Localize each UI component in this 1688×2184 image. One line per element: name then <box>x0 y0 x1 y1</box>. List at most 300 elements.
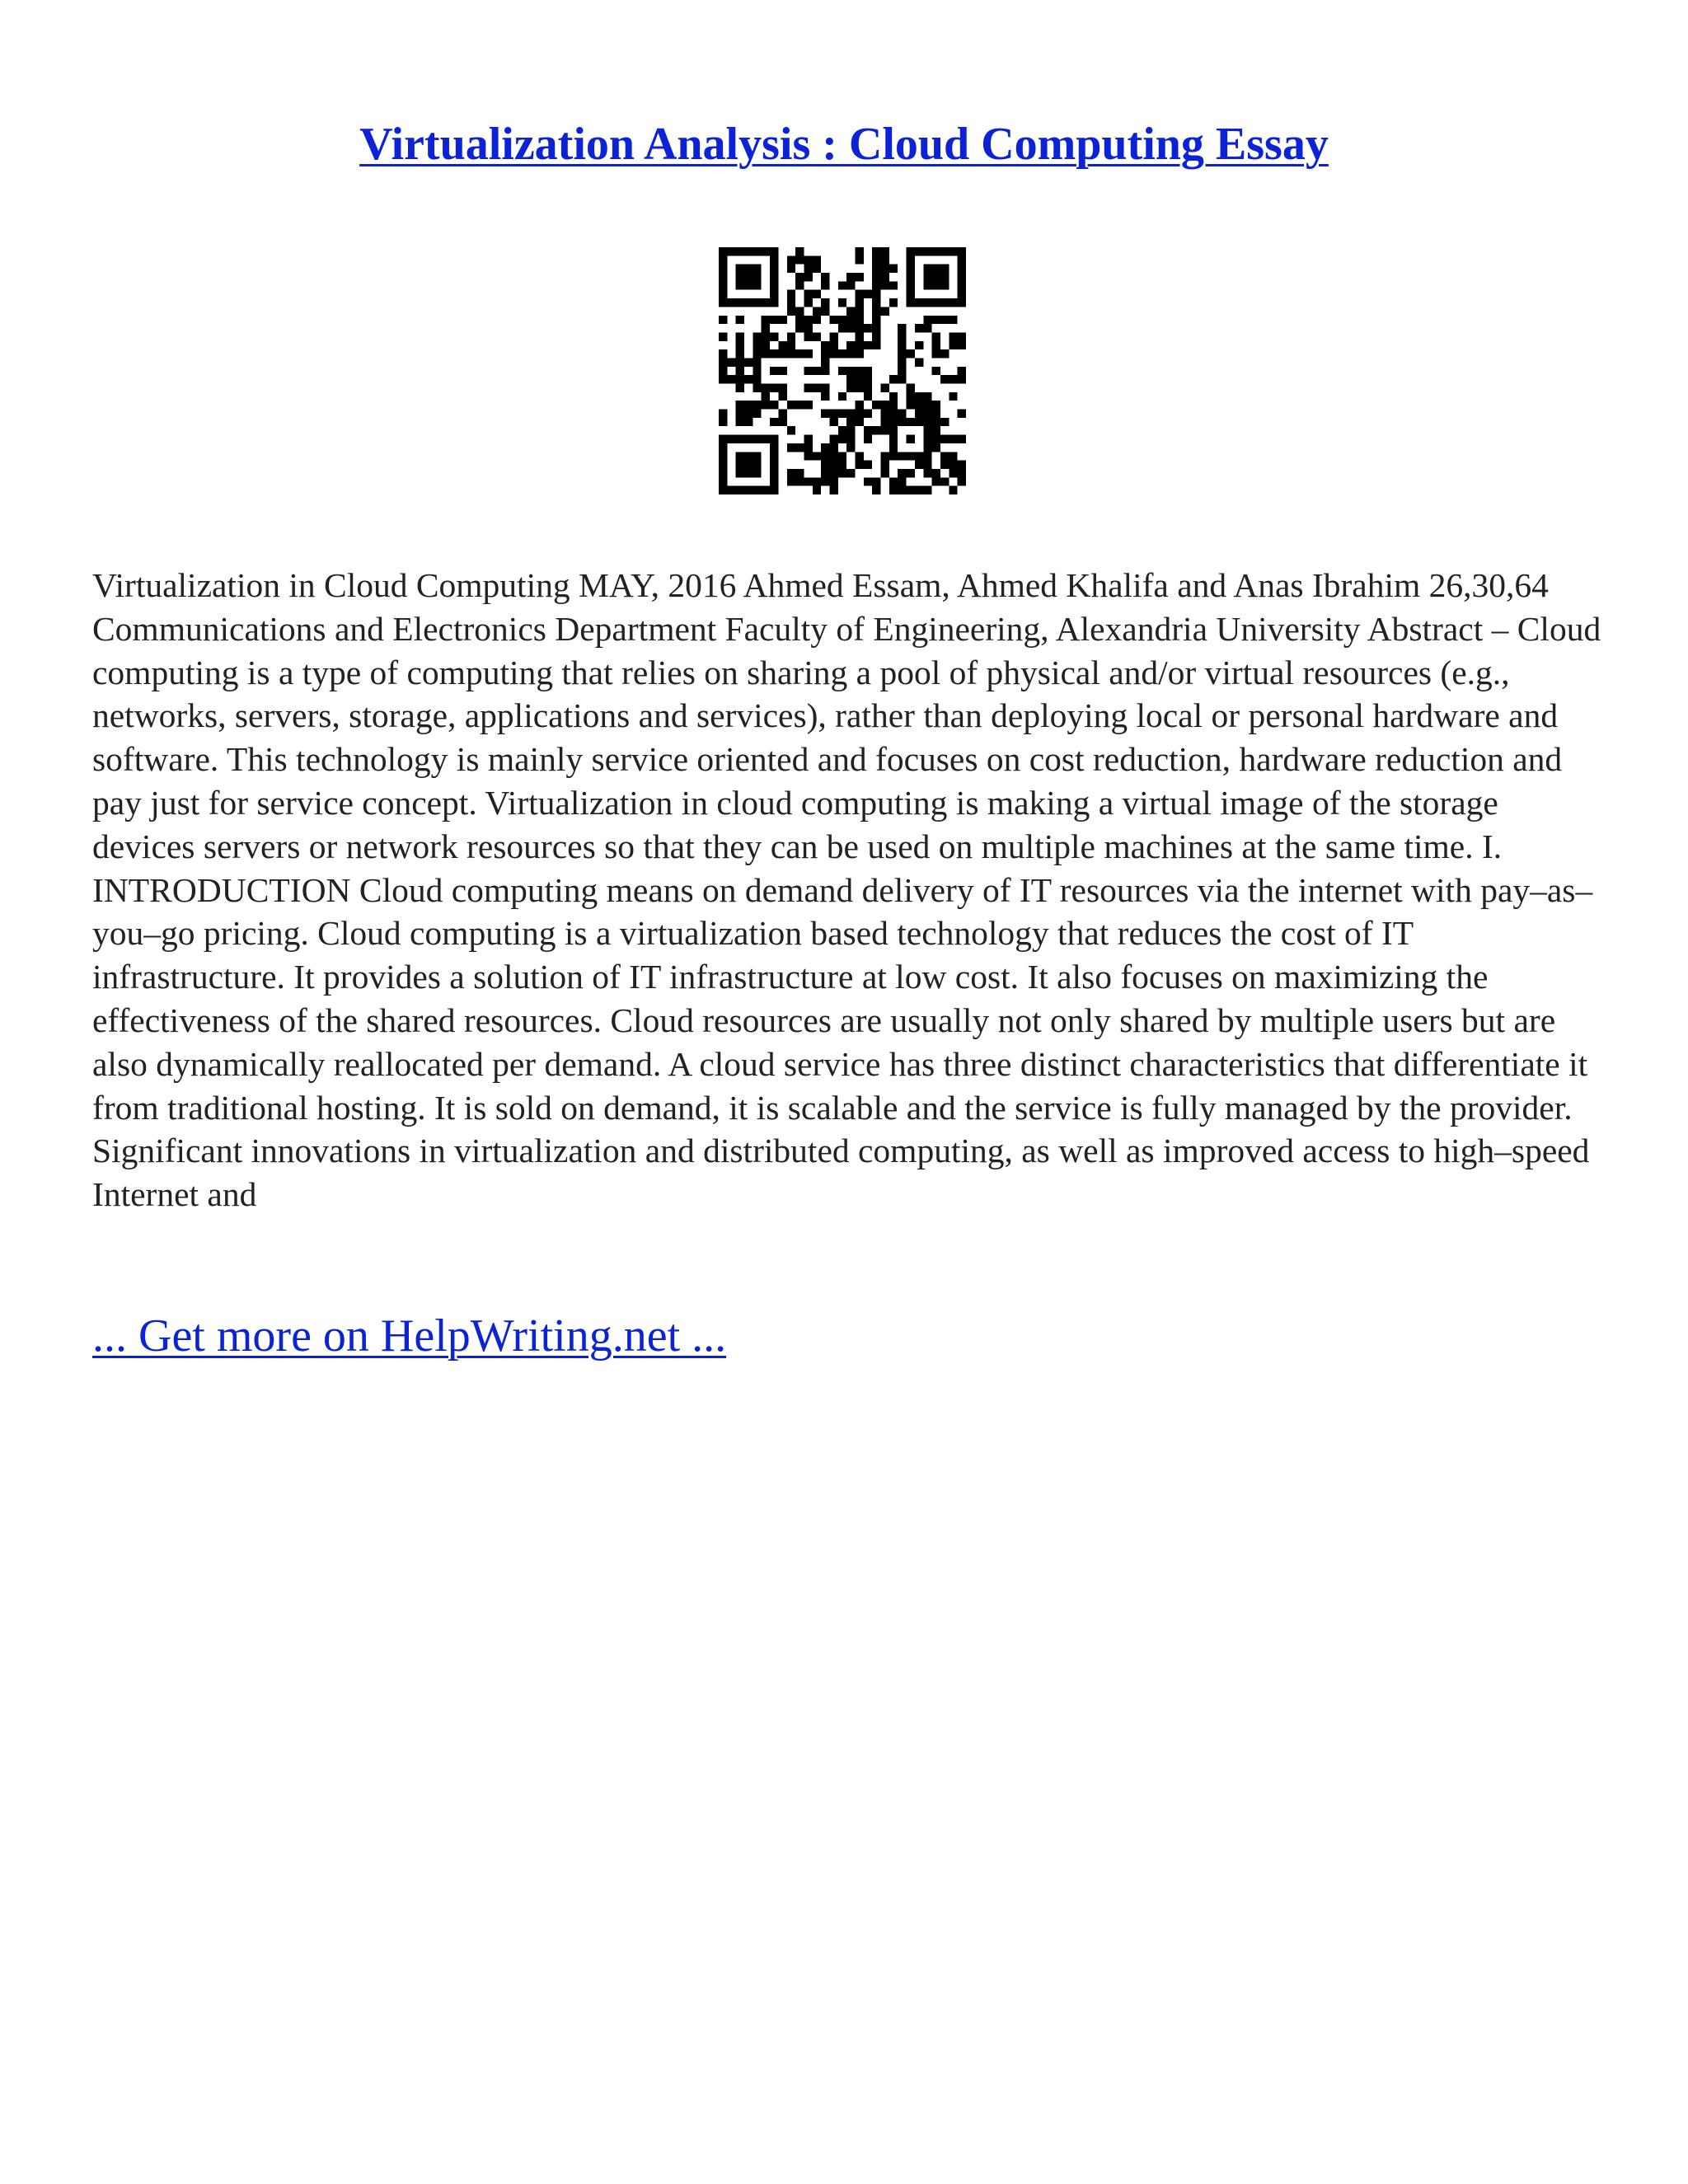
qr-module <box>856 307 864 315</box>
qr-module <box>804 401 812 409</box>
qr-module <box>898 324 906 332</box>
qr-module <box>821 443 829 452</box>
qr-module <box>949 332 957 340</box>
qr-module <box>787 469 795 477</box>
qr-module <box>949 486 957 494</box>
qr-module <box>762 316 770 324</box>
qr-module <box>813 290 821 298</box>
qr-module <box>719 410 727 418</box>
qr-module <box>846 384 855 392</box>
qr-module <box>804 384 812 392</box>
qr-module <box>838 392 846 401</box>
qr-module <box>736 418 744 426</box>
qr-module <box>949 392 957 401</box>
qr-module <box>898 469 906 477</box>
qr-module <box>881 281 889 289</box>
qr-module <box>719 375 727 383</box>
qr-module <box>736 332 744 340</box>
qr-module <box>898 486 906 494</box>
qr-module <box>829 452 837 460</box>
qr-module <box>923 392 931 401</box>
qr-module <box>881 469 889 477</box>
qr-module <box>804 273 812 281</box>
qr-module <box>864 477 872 485</box>
get-more-link[interactable]: ... Get more on HelpWriting.net ... <box>92 1310 727 1361</box>
qr-module <box>736 349 744 358</box>
qr-module <box>846 324 855 332</box>
qr-module <box>932 418 940 426</box>
qr-module <box>821 349 829 358</box>
qr-module <box>829 341 837 349</box>
qr-module <box>856 290 864 298</box>
qr-module <box>907 469 915 477</box>
qr-module <box>940 452 949 460</box>
qr-module <box>915 401 923 409</box>
qr-module <box>821 469 829 477</box>
qr-module <box>872 273 880 281</box>
qr-module <box>813 332 821 340</box>
qr-module <box>846 273 855 281</box>
qr-module <box>829 316 837 324</box>
qr-module <box>856 410 864 418</box>
qr-module <box>940 477 949 485</box>
qr-module <box>787 426 795 434</box>
qr-module <box>872 281 880 289</box>
qr-module <box>881 384 889 392</box>
qr-module <box>838 435 846 443</box>
qr-module <box>821 358 829 366</box>
qr-module <box>813 477 821 485</box>
qr-module <box>856 384 864 392</box>
qr-code-graphic <box>719 247 966 494</box>
qr-module <box>881 461 889 469</box>
qr-module <box>846 375 855 383</box>
qr-module <box>898 358 906 366</box>
qr-module <box>719 332 727 340</box>
qr-module <box>762 384 770 392</box>
qr-module <box>881 265 889 273</box>
qr-module <box>744 358 753 366</box>
qr-module <box>915 486 923 494</box>
qr-module <box>864 461 872 469</box>
qr-module <box>753 367 761 375</box>
qr-module <box>898 332 906 340</box>
qr-module <box>864 375 872 383</box>
qr-module <box>846 469 855 477</box>
qr-module <box>898 477 906 485</box>
qr-module <box>907 349 915 358</box>
qr-module <box>727 358 735 366</box>
qr-module <box>856 341 864 349</box>
qr-module <box>813 367 821 375</box>
qr-module <box>838 469 846 477</box>
qr-module <box>958 461 966 469</box>
qr-module <box>881 418 889 426</box>
qr-module <box>829 435 837 443</box>
qr-module <box>932 349 940 358</box>
qr-module <box>838 461 846 469</box>
qr-module <box>829 461 837 469</box>
qr-module <box>872 426 880 434</box>
qr-module <box>744 410 753 418</box>
qr-module <box>778 367 786 375</box>
qr-module <box>762 341 770 349</box>
qr-module <box>787 332 795 340</box>
qr-module <box>829 332 837 340</box>
qr-module <box>753 375 761 383</box>
qr-module <box>889 375 898 383</box>
qr-module <box>795 307 804 315</box>
qr-module <box>915 358 923 366</box>
qr-module <box>864 324 872 332</box>
qr-module <box>958 375 966 383</box>
qr-module <box>795 316 804 324</box>
qr-module <box>753 401 761 409</box>
qr-module <box>804 316 812 324</box>
qr-module <box>795 349 804 358</box>
qr-module <box>932 401 940 409</box>
more-link-container <box>92 1307 726 1365</box>
qr-module <box>881 255 889 264</box>
qr-module <box>846 307 855 315</box>
qr-module <box>736 401 744 409</box>
qr-module <box>846 418 855 426</box>
page-title <box>0 115 1688 173</box>
qr-module <box>864 341 872 349</box>
qr-module <box>821 341 829 349</box>
qr-module <box>829 349 837 358</box>
qr-module <box>753 358 761 366</box>
qr-module <box>778 418 786 426</box>
qr-module <box>932 341 940 349</box>
qr-module <box>907 392 915 401</box>
qr-module <box>838 316 846 324</box>
qr-module <box>719 418 727 426</box>
qr-module <box>821 281 829 289</box>
qr-module <box>787 477 795 485</box>
qr-module <box>778 349 786 358</box>
qr-module <box>804 452 812 460</box>
qr-module <box>762 401 770 409</box>
qr-module <box>736 316 744 324</box>
qr-module <box>889 392 898 401</box>
qr-module <box>872 316 880 324</box>
qr-module <box>829 410 837 418</box>
qr-module <box>898 341 906 349</box>
qr-module <box>932 410 940 418</box>
qr-module <box>940 349 949 358</box>
qr-module <box>923 316 931 324</box>
qr-module <box>932 316 940 324</box>
qr-module <box>872 324 880 332</box>
qr-module <box>821 477 829 485</box>
qr-module <box>872 477 880 485</box>
qr-module <box>719 349 727 358</box>
qr-module <box>881 401 889 409</box>
qr-module <box>813 316 821 324</box>
qr-module <box>838 349 846 358</box>
qr-module <box>846 410 855 418</box>
qr-module <box>881 273 889 281</box>
qr-module <box>787 443 795 452</box>
qr-module <box>889 477 898 485</box>
qr-module <box>856 401 864 409</box>
essay-excerpt: Virtualization in Cloud Computing MAY, 2016 Ahmed Essam, Ahmed Khalifa and Anas Ibrahim 26,30,64 Communications and Electronics Department Faculty of Engineering, Alexandria University Abstract – Cloud computing is a type of computing that relies on sharing a pool of physical and/or virtual resources (e.g., networks, servers, storage, applications and services), rather than deploying local or personal hardware and software. This technology is mainly service oriented and focuses on cost reduction, hardware reduction and pay just for service concept. Virtualization in cloud computing is making a virtual image of the storage devices servers or network resources so that they can be used on multiple machines at the same time. I. INTRODUCTION Cloud computing means on demand delivery of IT resources via the internet with pay–as–you–go pricing. Cloud computing is a virtualization based technology that reduces the cost of IT infrastructure. It provides a solution of IT infrastructure at low cost. It also focuses on maximizing the effectiveness of the shared resources. Cloud resources are usually not only shared by multiple users but are also dynamically reallocated per demand. A cloud service has three distinct characteristics that differentiate it from traditional hosting. It is sold on demand, it is scalable and the service is fully managed by the provider. Significant innovations in virtualization and distributed computing, as well as improved access to high–speed Internet and <box>92 566 1601 1214</box>
qr-module <box>813 307 821 315</box>
qr-module <box>958 341 966 349</box>
qr-module <box>804 255 812 264</box>
qr-module <box>889 410 898 418</box>
qr-module <box>915 410 923 418</box>
qr-module <box>898 410 906 418</box>
qr-module <box>813 452 821 460</box>
qr-module <box>881 426 889 434</box>
qr-module <box>864 392 872 401</box>
qr-module <box>932 426 940 434</box>
qr-module <box>958 410 966 418</box>
qr-module <box>949 469 957 477</box>
qr-module <box>907 401 915 409</box>
qr-module <box>949 461 957 469</box>
qr-module <box>804 435 812 443</box>
qr-module <box>872 265 880 273</box>
qr-module <box>889 486 898 494</box>
qr-module <box>829 469 837 477</box>
qr-module <box>838 367 846 375</box>
qr-module <box>864 410 872 418</box>
qr-module <box>804 477 812 485</box>
qr-module <box>804 367 812 375</box>
qr-module <box>915 392 923 401</box>
qr-module <box>856 452 864 460</box>
qr-module <box>846 426 855 434</box>
qr-module <box>949 316 957 324</box>
qr-module <box>923 324 931 332</box>
qr-module <box>915 324 923 332</box>
qr-module <box>778 384 786 392</box>
qr-module <box>795 255 804 264</box>
qr-module <box>736 367 744 375</box>
qr-module <box>787 401 795 409</box>
qr-module <box>958 469 966 477</box>
qr-module <box>744 401 753 409</box>
qr-module <box>856 247 864 255</box>
qr-module <box>795 324 804 332</box>
qr-module <box>778 316 786 324</box>
qr-module <box>856 332 864 340</box>
qr-module <box>719 316 727 324</box>
qr-module <box>821 410 829 418</box>
qr-module <box>753 349 761 358</box>
qr-module <box>949 375 957 383</box>
qr-module <box>889 281 898 289</box>
qr-module <box>940 375 949 383</box>
qr-module <box>838 324 846 332</box>
qr-module <box>923 461 931 469</box>
qr-module <box>923 469 931 477</box>
qr-module <box>762 324 770 332</box>
qr-module <box>736 384 744 392</box>
qr-module <box>846 341 855 349</box>
qr-module <box>753 341 761 349</box>
qr-module <box>838 452 846 460</box>
qr-module <box>753 332 761 340</box>
qr-module <box>889 265 898 273</box>
qr-module <box>838 281 846 289</box>
qr-module <box>949 435 957 443</box>
qr-code-icon <box>719 247 966 494</box>
qr-module <box>889 401 898 409</box>
qr-module <box>949 341 957 349</box>
qr-module <box>736 410 744 418</box>
qr-module <box>923 486 931 494</box>
qr-module <box>856 273 864 281</box>
qr-module <box>736 375 744 383</box>
qr-module <box>787 307 795 315</box>
qr-module <box>838 426 846 434</box>
qr-module <box>932 443 940 452</box>
qr-module <box>872 247 880 255</box>
qr-module <box>813 486 821 494</box>
qr-module <box>949 452 957 460</box>
qr-module <box>804 443 812 452</box>
qr-module <box>932 469 940 477</box>
qr-module <box>795 273 804 281</box>
qr-module <box>881 247 889 255</box>
qr-module <box>958 367 966 375</box>
qr-module <box>881 307 889 315</box>
qr-module <box>846 316 855 324</box>
qr-module <box>829 486 837 494</box>
qr-module <box>881 410 889 418</box>
qr-module <box>898 375 906 383</box>
qr-module <box>856 375 864 383</box>
qr-module <box>958 435 966 443</box>
qr-module <box>787 290 795 298</box>
qr-module <box>940 418 949 426</box>
qr-module <box>923 410 931 418</box>
qr-module <box>821 307 829 315</box>
qr-module <box>864 435 872 443</box>
qr-module <box>872 332 880 340</box>
qr-module <box>795 469 804 477</box>
qr-module <box>753 410 761 418</box>
qr-module <box>821 461 829 469</box>
qr-module <box>813 255 821 264</box>
qr-module <box>795 247 804 255</box>
qr-module <box>907 384 915 392</box>
qr-module <box>958 332 966 340</box>
qr-module <box>804 349 812 358</box>
qr-module <box>821 452 829 460</box>
qr-module <box>762 349 770 358</box>
qr-module <box>762 392 770 401</box>
qr-module <box>736 341 744 349</box>
qr-module <box>932 435 940 443</box>
qr-module <box>872 401 880 409</box>
qr-module <box>864 384 872 392</box>
qr-module <box>856 418 864 426</box>
qr-module <box>958 477 966 485</box>
qr-module <box>719 367 727 375</box>
qr-module <box>915 341 923 349</box>
qr-module <box>762 332 770 340</box>
qr-module <box>846 281 855 289</box>
qr-module <box>787 255 795 264</box>
qr-module <box>795 281 804 289</box>
qr-module <box>872 486 880 494</box>
qr-module <box>932 477 940 485</box>
qr-module <box>829 477 837 485</box>
qr-module <box>898 367 906 375</box>
qr-module <box>838 410 846 418</box>
qr-module <box>787 265 795 273</box>
qr-module <box>846 367 855 375</box>
qr-module <box>821 273 829 281</box>
qr-module <box>872 290 880 298</box>
qr-module <box>856 324 864 332</box>
qr-module <box>829 443 837 452</box>
qr-module <box>778 392 786 401</box>
qr-module <box>923 401 931 409</box>
qr-module <box>872 341 880 349</box>
qr-module <box>881 452 889 460</box>
qr-module <box>872 255 880 264</box>
qr-module <box>778 341 786 349</box>
qr-module <box>795 477 804 485</box>
qr-module <box>821 392 829 401</box>
qr-module <box>744 418 753 426</box>
qr-module <box>864 367 872 375</box>
qr-module <box>829 418 837 426</box>
qr-module <box>804 265 812 273</box>
qr-module <box>856 316 864 324</box>
qr-module <box>821 367 829 375</box>
qr-module <box>727 375 735 383</box>
qr-module <box>744 375 753 383</box>
qr-module <box>778 410 786 418</box>
qr-module <box>719 358 727 366</box>
qr-module <box>753 384 761 392</box>
qr-module <box>787 349 795 358</box>
qr-module <box>813 265 821 273</box>
qr-module <box>813 384 821 392</box>
qr-module <box>856 367 864 375</box>
qr-module <box>932 367 940 375</box>
qr-module <box>898 349 906 358</box>
qr-module <box>804 332 812 340</box>
qr-module <box>804 290 812 298</box>
qr-module <box>864 290 872 298</box>
qr-module <box>856 255 864 264</box>
qr-module <box>846 349 855 358</box>
qr-module <box>940 461 949 469</box>
qr-module <box>846 443 855 452</box>
qr-module <box>846 435 855 443</box>
qr-module <box>872 307 880 315</box>
qr-module <box>821 384 829 392</box>
qr-module <box>932 332 940 340</box>
qr-module <box>804 324 812 332</box>
qr-module <box>907 486 915 494</box>
title-link[interactable]: Virtualization Analysis : Cloud Computing Essay <box>359 119 1329 170</box>
qr-module <box>795 401 804 409</box>
qr-module <box>856 349 864 358</box>
qr-module <box>787 341 795 349</box>
qr-module <box>864 426 872 434</box>
qr-module <box>856 461 864 469</box>
qr-module <box>940 316 949 324</box>
